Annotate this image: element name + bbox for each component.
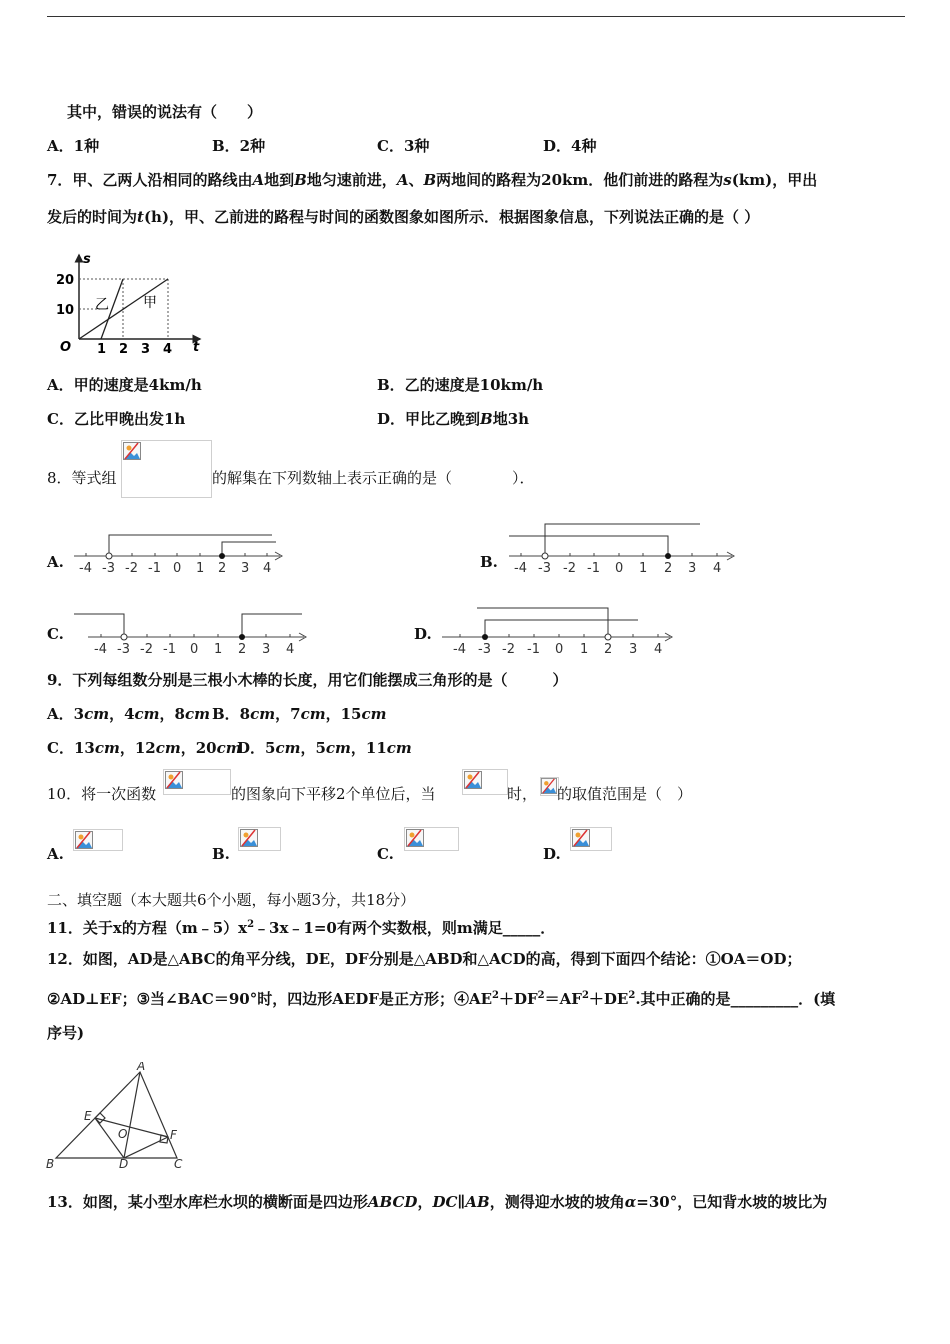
- q10-part2: 的图象向下平移2个单位后，当: [231, 785, 436, 803]
- q6-option-b: B．2种: [212, 137, 266, 155]
- fig-label: O: [118, 1127, 128, 1141]
- q7-graph-ytick: 10: [56, 303, 75, 318]
- q7-option-d: D．甲比乙晚到B地3h: [377, 410, 530, 428]
- nl-tick: -3: [538, 561, 551, 576]
- q7-graph-label-jia: 甲: [143, 295, 157, 311]
- q7-graph-origin: O: [60, 340, 72, 355]
- nl-tick: -1: [527, 642, 540, 657]
- nl-tick: 0: [615, 561, 624, 576]
- q9-option-a: A．3cm，4cm，8cm: [47, 705, 210, 723]
- q6-option-c: C．3种: [377, 137, 430, 155]
- nl-tick: -4: [79, 561, 92, 576]
- nl-tick: 1: [196, 561, 205, 576]
- q9-prompt: 9．下列每组数分别是三根小木棒的长度，用它们能摆成三角形的是（ ）: [47, 671, 568, 689]
- q10-option-b-image: [238, 827, 281, 851]
- q8-numberline-a: [72, 528, 292, 578]
- q10-formula-image: [163, 769, 231, 795]
- q10-option-a: A.: [47, 845, 64, 863]
- broken-image-icon: [165, 771, 183, 789]
- q7-graph-ytick: 20: [56, 273, 75, 288]
- q7-graph: [50, 247, 210, 357]
- fig-label: F: [170, 1128, 177, 1142]
- q10-option-c-image: [404, 827, 459, 851]
- q8-option-a-label: A.: [47, 553, 64, 571]
- nl-tick: -4: [453, 642, 466, 657]
- q10-option-d: D.: [543, 845, 561, 863]
- nl-tick: 1: [639, 561, 648, 576]
- q6-prompt: 其中，错误的说法有（ ）: [67, 103, 263, 121]
- q7-graph-xtick: 4: [163, 342, 173, 357]
- nl-tick: -2: [563, 561, 576, 576]
- broken-image-icon: [541, 778, 557, 794]
- nl-tick: 3: [629, 642, 638, 657]
- nl-tick: -2: [125, 561, 138, 576]
- fig-label: E: [84, 1109, 92, 1123]
- nl-tick: 1: [580, 642, 589, 657]
- fig-label: B: [46, 1157, 55, 1171]
- q7-graph-xtick: 2: [119, 342, 129, 357]
- nl-tick: -4: [514, 561, 527, 576]
- nl-tick: -3: [478, 642, 491, 657]
- broken-image-icon: [123, 442, 141, 460]
- q7-option-c: C．乙比甲晚出发1h: [47, 410, 186, 428]
- nl-tick: 4: [713, 561, 722, 576]
- q8-post: 的解集在下列数轴上表示正确的是（ ）．: [212, 469, 535, 487]
- q10-part1: 10．将一次函数: [47, 785, 157, 803]
- q6-option-a: A．1种: [47, 137, 100, 155]
- q8-numberline-d: [440, 603, 680, 658]
- nl-tick: -1: [163, 642, 176, 657]
- q7-option-b: B．乙的速度是10km/h: [377, 376, 544, 394]
- broken-image-icon: [240, 829, 258, 847]
- q12-stem-line1: 12．如图，AD是△ABC的角平分线，DE，DF分别是△ABD和△ACD的高，得到下面四个结论：①OA＝OD；: [47, 950, 802, 968]
- broken-image-icon: [406, 829, 424, 847]
- q6-option-d: D．4种: [543, 137, 597, 155]
- nl-tick: 2: [604, 642, 613, 657]
- nl-tick: 0: [173, 561, 182, 576]
- q8-numberline-c: [72, 608, 312, 658]
- nl-tick: 4: [286, 642, 295, 657]
- broken-image-icon: [464, 771, 482, 789]
- nl-tick: 3: [262, 642, 271, 657]
- q8-pre: 8．等式组: [47, 469, 117, 487]
- q7-graph-ylabel: s: [83, 252, 91, 267]
- q9-option-d: D．5cm，5cm，11cm: [237, 739, 412, 757]
- q9-option-b: B．8cm，7cm，15cm: [212, 705, 387, 723]
- q11-stem: 11．关于x的方程$(m﹣5)x^2﹣3x﹣1=0$有两个实数根，则m满足_____．: [47, 919, 556, 937]
- section-2-title: 二、填空题（本大题共6个小题，每小题3分，共18分）: [47, 891, 416, 909]
- q10-option-a-image: [73, 829, 123, 851]
- q12-triangle-figure: [42, 1062, 192, 1172]
- nl-tick: 0: [555, 642, 564, 657]
- nl-tick: 2: [218, 561, 227, 576]
- q7-graph-xtick: 3: [141, 342, 151, 357]
- q10-option-b: B.: [212, 845, 230, 863]
- nl-tick: -3: [102, 561, 115, 576]
- q8-option-d-label: D.: [414, 625, 432, 643]
- q7-graph-xtick: 1: [97, 342, 107, 357]
- fig-label: C: [174, 1157, 183, 1171]
- q8-formula-image: [121, 440, 212, 498]
- q9-option-c: C．13cm，12cm，20cm: [47, 739, 242, 757]
- q8-option-b-label: B.: [480, 553, 498, 571]
- q7-stem-line1: 7．甲、乙两人沿相同的路线由A地到B地匀速前进，A、B两地间的路程为20km．他们前进的路程为s(km)，甲出: [47, 171, 818, 189]
- nl-tick: 1: [214, 642, 223, 657]
- q13-stem: 13．如图，某小型水库栏水坝的横断面是四边形ABCD，DC∥AB，测得迎水坡的坡角α=30°，已知背水坡的坡比为: [47, 1193, 828, 1211]
- broken-image-icon: [572, 829, 590, 847]
- nl-tick: 4: [654, 642, 663, 657]
- fig-label: D: [119, 1157, 129, 1171]
- q10-option-c: C.: [377, 845, 394, 863]
- q10-part3: 时，: [507, 785, 538, 803]
- nl-tick: 2: [238, 642, 247, 657]
- q10-option-d-image: [570, 827, 612, 851]
- nl-tick: -2: [502, 642, 515, 657]
- q7-stem-line2: 发后的时间为t(h)，甲、乙前进的路程与时间的函数图象如图所示．根据图象信息，下列说法正确的是（ ）: [47, 208, 760, 226]
- q12-stem-line3: 序号): [47, 1024, 85, 1042]
- broken-image-icon: [75, 831, 93, 849]
- nl-tick: -1: [148, 561, 161, 576]
- nl-tick: -2: [140, 642, 153, 657]
- header-rule: [47, 16, 905, 17]
- nl-tick: 2: [664, 561, 673, 576]
- q10-formula-image: [462, 769, 508, 795]
- nl-tick: 0: [190, 642, 199, 657]
- nl-tick: 3: [241, 561, 250, 576]
- q8-option-c-label: C.: [47, 625, 64, 643]
- nl-tick: -3: [117, 642, 130, 657]
- q7-option-a: A．甲的速度是4km/h: [47, 376, 202, 394]
- q12-stem-line2: ②AD⊥EF；③当∠BAC＝90°时，四边形AEDF是正方形；$④AE^2+DF^2=AF^2+DE^2$.其中正确的是_________．(填: [47, 990, 836, 1008]
- nl-tick: 3: [688, 561, 697, 576]
- nl-tick: -4: [94, 642, 107, 657]
- nl-tick: -1: [587, 561, 600, 576]
- q8-numberline-b: [507, 520, 737, 578]
- nl-tick: 4: [263, 561, 272, 576]
- fig-label: A: [137, 1062, 146, 1073]
- q7-graph-xlabel: t: [193, 340, 200, 355]
- q7-graph-label-yi: 乙: [95, 297, 109, 313]
- q10-part4: 的取值范围是（ ）: [557, 785, 693, 803]
